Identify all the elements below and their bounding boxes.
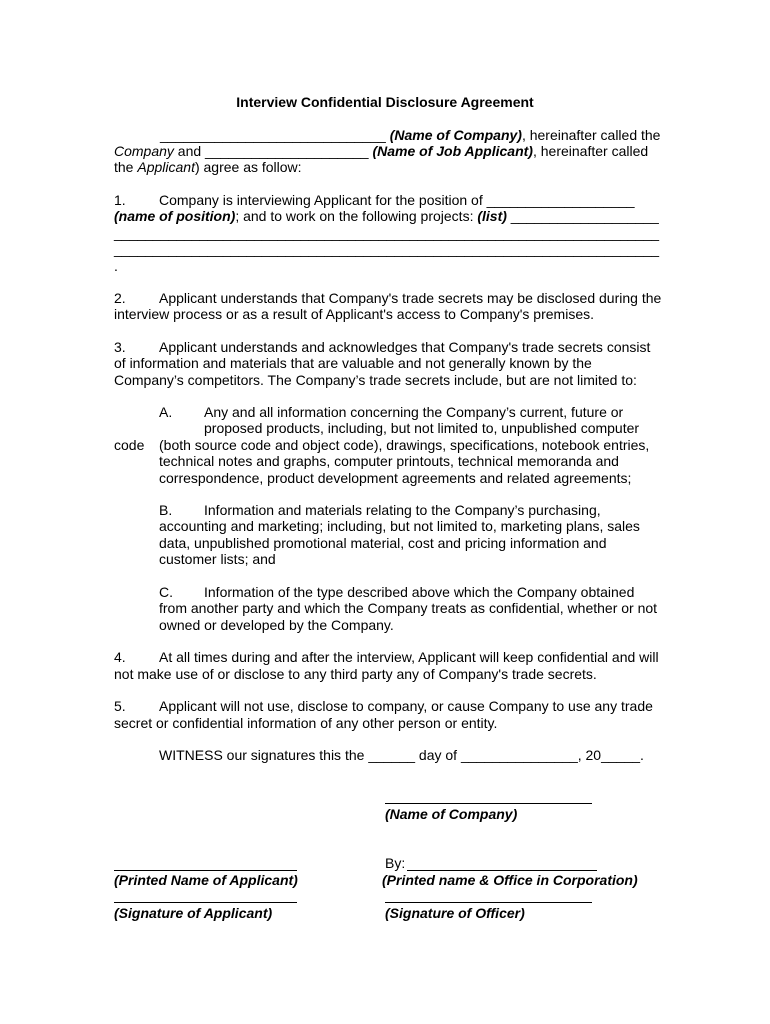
subsection-a-label: A. (159, 404, 173, 420)
witness-text-2: day of _______________, 20_____. (415, 747, 644, 763)
witness-line (159, 747, 644, 764)
company-name-blank: _____________________________ (160, 127, 386, 143)
list-blank: ___________________ (506, 208, 659, 224)
intro-line-2 (114, 143, 648, 160)
agree-text: ) agree as follow: (194, 159, 302, 175)
name-of-position-label: (name of position) (114, 208, 236, 224)
subsection-a-line-2: proposed products, including, but not limited to, unpublished computer (204, 420, 640, 436)
subsection-b-line-3: data, unpublished promotional material, cost and pricing information and (159, 535, 607, 551)
section-3-number: 3. (114, 339, 126, 355)
subsection-b-line-1: Information and materials relating to the Company’s purchasing, (204, 502, 601, 518)
section-1-number: 1. (114, 192, 126, 208)
list-label: (list) (477, 208, 507, 224)
projects-blank-line-1: ______________________________________________________________________ (114, 225, 660, 241)
section-2-number: 2. (114, 290, 126, 306)
by-label: By: (385, 855, 406, 871)
subsection-c-line-1: Information of the type described above which the Company obtained (204, 584, 635, 600)
section-3-line-3: Company’s competitors. The Company’s trade secrets include, but are not limited to: (114, 372, 637, 388)
section-2-line-1: Applicant understands that Company's trade secrets may be disclosed during the (159, 290, 662, 306)
subsection-a-line-3: (both source code and object code), drawings, specifications, notebook entries, (159, 437, 650, 453)
company-signature-line (385, 803, 592, 804)
subsection-c-line-2: from another party and which the Company treats as confidential, whether or not (159, 600, 658, 616)
section-4-line-1: At all times during and after the interview, Applicant will keep confidential and will (159, 649, 659, 665)
the-word: the (114, 159, 138, 175)
subsection-c-label: C. (159, 584, 173, 600)
section-5-line-2: secret or confidential information of any other person or entity. (114, 715, 498, 731)
applicant-word: Applicant (137, 159, 195, 175)
subsection-a-line-1: Any and all information concerning the Company’s current, future or (204, 404, 624, 420)
subsection-b-line-2: accounting and marketing; including, but not limited to, marketing plans, sales (159, 518, 640, 534)
officer-printed-name-line (407, 870, 597, 871)
printed-name-office-corporation: (Printed name & Office in Corporation) (382, 872, 638, 888)
applicant-name-blank: and _____________________ (173, 143, 373, 159)
signature-of-applicant: (Signature of Applicant) (114, 905, 273, 921)
intro-line-2-tail: , hereinafter called (532, 143, 649, 159)
projects-blank-line-2: ______________________________________________________________________ (114, 241, 660, 257)
officer-signature-line (385, 902, 592, 903)
section-4-number: 4. (114, 649, 126, 665)
section-1-line-2 (114, 208, 659, 225)
day-blank: ______ (368, 747, 416, 763)
signature-of-officer: (Signature of Officer) (385, 905, 525, 921)
subsection-a-line-4: technical notes and graphs, computer printouts, technical memoranda and (159, 453, 619, 469)
subsection-a-line-5: correspondence, product development agreements and related agreements; (159, 470, 632, 486)
subsection-a-code-word: code (114, 437, 145, 453)
name-of-company-label: (Name of Company) (389, 127, 522, 143)
subsection-c-line-3: owned or developed by the Company. (159, 617, 394, 633)
section-1-line-1: Company is interviewing Applicant for the position of ___________________ (159, 192, 635, 208)
company-word: Company (114, 143, 174, 159)
applicant-printed-name-line (114, 870, 297, 871)
section-1-mid-text: ; and to work on the following projects: (235, 208, 478, 224)
section-1-period: . (114, 258, 118, 274)
signature-name-of-company: (Name of Company) (385, 806, 518, 822)
section-3-line-2: of information and materials that are valuable and not generally known by the (114, 355, 592, 371)
section-4-line-2: not make use of or disclose to any third party any of Company's trade secrets. (114, 666, 597, 682)
section-3-line-1: Applicant understands and acknowledges that Company's trade secrets consist (159, 339, 651, 355)
name-of-applicant-label: (Name of Job Applicant) (372, 143, 533, 159)
section-5-line-1: Applicant will not use, disclose to company, or cause Company to use any trade (159, 698, 653, 714)
intro-line-1-tail: , hereinafter called the (521, 127, 661, 143)
section-2-line-2: interview process or as a result of Applicant's access to Company's premises. (114, 306, 594, 322)
applicant-signature-line (114, 902, 297, 903)
subsection-b-line-4: customer lists; and (159, 551, 276, 567)
subsection-b-label: B. (159, 502, 173, 518)
witness-text-1: WITNESS our signatures this the (159, 747, 369, 763)
section-5-number: 5. (114, 698, 126, 714)
printed-name-of-applicant: (Printed Name of Applicant) (114, 872, 298, 888)
document-title: Interview Confidential Disclosure Agreement (236, 94, 534, 110)
intro-line-1 (160, 127, 660, 144)
intro-line-3 (114, 159, 302, 176)
